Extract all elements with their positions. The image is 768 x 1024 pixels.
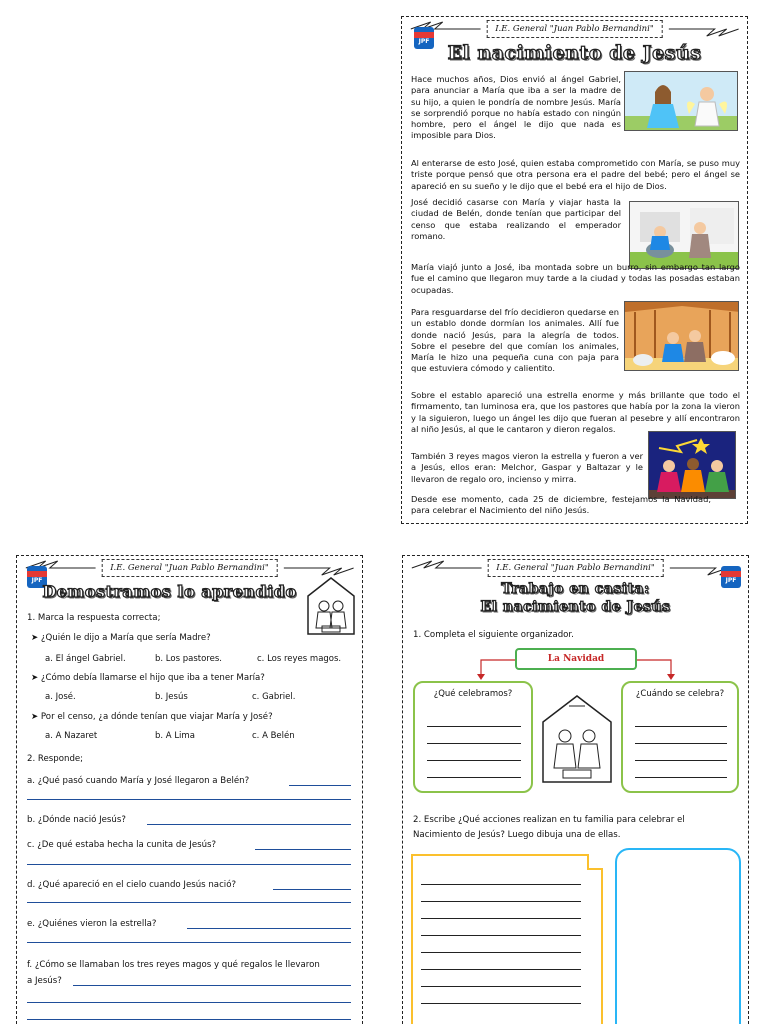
center-label-box xyxy=(515,648,637,670)
writing-line-8[interactable] xyxy=(421,1003,581,1004)
writing-line-2[interactable] xyxy=(421,901,581,902)
school-name: I.E. General "Juan Pablo Bernandini" xyxy=(486,20,663,38)
question-3: ➤ Por el censo, ¿a dónde tenían que viajar María y José? xyxy=(31,712,273,722)
center-label: La Navidad xyxy=(547,654,605,664)
logo-text: JPF xyxy=(31,576,43,584)
writing-box xyxy=(411,854,603,1024)
q2-option-c[interactable]: c. Gabriel. xyxy=(252,692,296,702)
right-line-1[interactable] xyxy=(635,726,727,727)
q2-option-b[interactable]: b. Jesús xyxy=(155,692,188,702)
angel-gabriel-illustration xyxy=(624,71,738,131)
left-line-1[interactable] xyxy=(427,726,521,727)
left-line-2[interactable] xyxy=(427,743,521,744)
homework-sheet xyxy=(402,555,749,1024)
homework-title-line-1: Trabajo en casita: xyxy=(501,581,650,597)
school-name: I.E. General "Juan Pablo Bernandini" xyxy=(101,559,278,577)
homework-section-2-cont: Nacimiento de Jesús? Luego dibuja una de ellas. xyxy=(413,830,621,840)
answer-line-d1[interactable] xyxy=(273,889,351,890)
school-header xyxy=(410,16,739,42)
story-paragraph-5: Para resguardarse del frío decidieron quedarse en un establo donde dormían los animales. Allí fue donde nació Jesús, para la alegría de todos. Sobre el pesebre del que comían los animales, María le hizo una pequeña cuna con paja para que estuviera cómodo y calientito. xyxy=(411,307,619,374)
school-header xyxy=(411,555,740,581)
left-line-4[interactable] xyxy=(427,777,521,778)
homework-title-line-2: El nacimiento de Jesús xyxy=(480,599,671,615)
writing-line-4[interactable] xyxy=(421,935,581,936)
question-b: b. ¿Dónde nació Jesús? xyxy=(27,815,126,825)
quiz-sheet xyxy=(16,555,363,1024)
question-a: a. ¿Qué pasó cuando María y José llegaron a Belén? xyxy=(27,776,250,786)
writing-box-corner xyxy=(587,854,603,870)
answer-line-f2[interactable] xyxy=(27,1002,351,1003)
nativity-coloring-icon xyxy=(304,574,358,636)
question-f: f. ¿Cómo se llamaban los tres reyes magos y qué regalos le llevaron xyxy=(27,960,320,970)
answer-line-a2[interactable] xyxy=(27,799,351,800)
writing-line-7[interactable] xyxy=(421,986,581,987)
nativity-coloring-image xyxy=(539,692,615,784)
question-2: ➤ ¿Cómo debía llamarse el hijo que iba a tener María? xyxy=(31,673,265,683)
right-box-label: ¿Cuándo se celebra? xyxy=(635,689,725,699)
school-name: I.E. General "Juan Pablo Bernandini" xyxy=(487,559,664,577)
story-paragraph-4: María viajó junto a José, iba montada sobre un burro, sin embargo tan largo fue el camino que llegaron muy tarde a la ciudad y todas las posadas estaban ocupadas. xyxy=(411,262,740,295)
writing-line-6[interactable] xyxy=(421,969,581,970)
quiz-title: Demostramos lo aprendido xyxy=(42,582,297,601)
writing-line-3[interactable] xyxy=(421,918,581,919)
question-1: ➤ ¿Quién le dijo a María que sería Madre? xyxy=(31,633,211,643)
question-f-cont: a Jesús? xyxy=(27,976,62,986)
q3-option-a[interactable]: a. A Nazaret xyxy=(45,731,98,741)
story-sheet xyxy=(401,16,748,524)
left-box-label: ¿Qué celebramos? xyxy=(433,689,513,699)
writing-line-1[interactable] xyxy=(421,884,581,885)
quiz-section-2: 2. Responde; xyxy=(27,754,84,764)
q3-option-b[interactable]: b. A Lima xyxy=(155,731,195,741)
q3-option-c[interactable]: c. A Belén xyxy=(252,731,295,741)
three-kings-illustration xyxy=(648,431,736,499)
question-c: c. ¿De qué estaba hecha la cunita de Jesús? xyxy=(27,840,217,850)
nativity-stable-illustration xyxy=(624,301,739,371)
homework-section-2: 2. Escribe ¿Qué acciones realizan en tu familia para celebrar el xyxy=(413,815,685,825)
answer-line-f3[interactable] xyxy=(27,1019,351,1020)
answer-line-d2[interactable] xyxy=(27,902,351,903)
right-line-4[interactable] xyxy=(635,777,727,778)
story-paragraph-2: Al enterarse de esto José, quien estaba comprometido con María, se puso muy triste porque pensó que otra persona era el padre del bebé; pero el ángel se apareció en su sueño y le dijo que el bebé era el hijo de Dios. xyxy=(411,158,740,191)
logo-text: JPF xyxy=(418,37,430,45)
q1-option-b[interactable]: b. Los pastores. xyxy=(155,654,222,664)
left-organizer-box xyxy=(413,681,533,793)
q1-option-c[interactable]: c. Los reyes magos. xyxy=(257,654,342,664)
story-title: El nacimiento de Jesús xyxy=(447,42,702,64)
answer-line-b1[interactable] xyxy=(147,824,351,825)
q2-option-a[interactable]: a. José. xyxy=(45,692,76,702)
mary-joseph-donkey-illustration xyxy=(629,201,739,269)
answer-line-a1[interactable] xyxy=(289,785,351,786)
q1-option-a[interactable]: a. El ángel Gabriel. xyxy=(45,654,126,664)
right-line-2[interactable] xyxy=(635,743,727,744)
answer-line-e1[interactable] xyxy=(187,928,351,929)
story-paragraph-3: José decidió casarse con María y viajar hasta la ciudad de Belén, donde tenían que participar del censo que estaba realizando el emperador romano. xyxy=(411,197,621,241)
zigzag-decoration-left xyxy=(411,557,481,579)
right-line-3[interactable] xyxy=(635,760,727,761)
zigzag-decoration-right xyxy=(669,18,739,40)
right-organizer-box xyxy=(621,681,739,793)
drawing-box[interactable] xyxy=(615,848,741,1024)
story-paragraph-6: Sobre el establo apareció una estrella enorme y más brillante que todo el firmamento, tan luminosa era, que los pastores que había por la zona la vieron y la siguieron, luego un ángel les dijo que fueran al pesebre y allí encontraron al niño Jesús, al que le cantaron y dieron regalos. xyxy=(411,390,740,434)
answer-line-e2[interactable] xyxy=(27,942,351,943)
answer-line-f1[interactable] xyxy=(73,985,351,986)
story-paragraph-7: También 3 reyes magos vieron la estrella y fueron a ver a Jesús, ellos eran: Melchor, Gaspar y Baltazar y le llevaron de regalo oro, incienso y mirra. xyxy=(411,451,643,484)
left-line-3[interactable] xyxy=(427,760,521,761)
story-paragraph-8: Desde ese momento, cada 25 de diciembre, festejamos la Navidad, para celebrar el Nacimiento del niño Jesús. xyxy=(411,494,711,516)
question-e: e. ¿Quiénes vieron la estrella? xyxy=(27,919,157,929)
story-paragraph-1: Hace muchos años, Dios envió al ángel Gabriel, para anunciar a María que iba a ser la madre de su hijo, a quien le pondría de nombre Jesús. María se sorprendió porque no había estado con ningún hombre, pero el ángel le dijo que nada es imposible para Dios. xyxy=(411,74,621,141)
homework-section-1: 1. Completa el siguiente organizador. xyxy=(413,630,574,640)
writing-line-5[interactable] xyxy=(421,952,581,953)
answer-line-c1[interactable] xyxy=(255,849,351,850)
answer-line-c2[interactable] xyxy=(27,864,351,865)
logo-text: JPF xyxy=(725,576,737,584)
quiz-section-1: 1. Marca la respuesta correcta; xyxy=(27,613,161,623)
question-d: d. ¿Qué apareció en el cielo cuando Jesús nació? xyxy=(27,880,237,890)
